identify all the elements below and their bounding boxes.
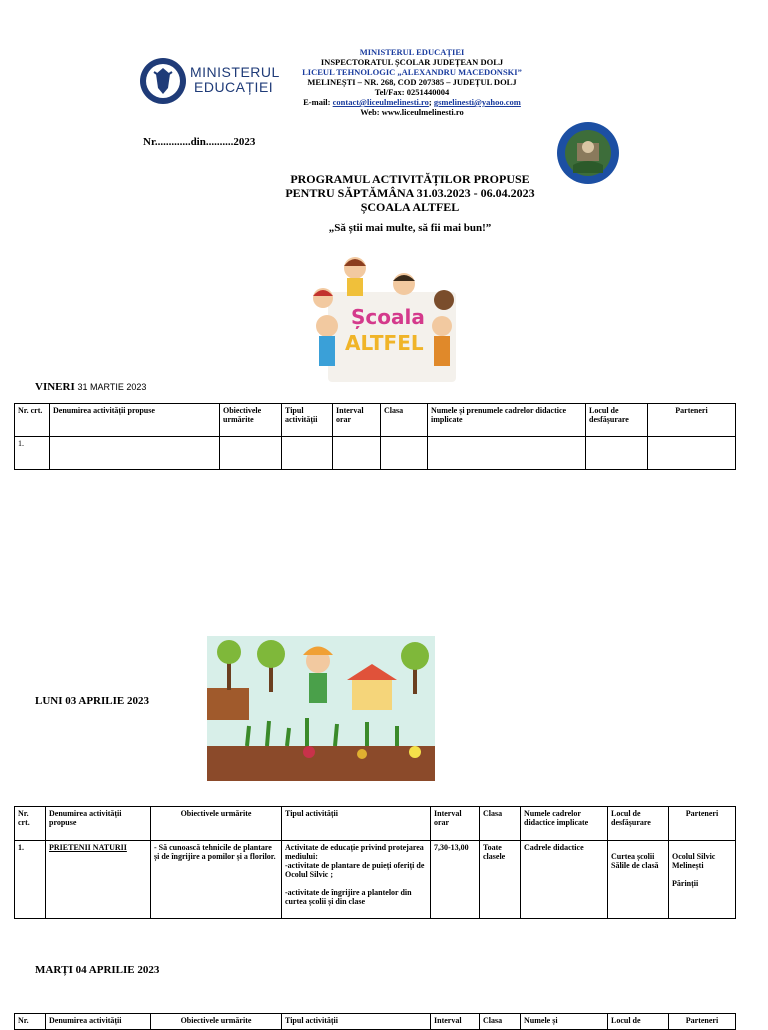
garden-illustration [207, 636, 435, 781]
table-row: 1. [15, 437, 736, 470]
table-header-row: Nr. crt. Denumirea activității propuse Obiectivele urmărite Tipul activității Interval orar Clasa Numele cadrelor didactice implicate Locul de desfășurare Parteneri [15, 807, 736, 841]
banner-text-scoala: Școala [351, 305, 425, 329]
ministry-logo-text: MINISTERUL EDUCAȚIEI [190, 64, 280, 95]
motto: „Să știi mai multe, să fii mai bun!” [328, 222, 492, 234]
header-line-school: LICEUL TEHNOLOGIC „ALEXANDRU MACEDONSKI” [302, 67, 522, 77]
email-link-yahoo[interactable]: gsmelinesti@yahoo.com [433, 97, 521, 107]
day-heading-tuesday: MARȚI 04 APRILIE 2023 [35, 964, 160, 976]
children-banner-icon [303, 254, 463, 384]
header-line-phone: Tel/Fax: 0251440004 [374, 87, 450, 97]
activity-interval: 7,30-13,00 [431, 841, 480, 919]
activity-type: Activitate de educație privind protejarea mediului: -activitate de plantare de puieți oferiți de Ocolul Silvic ; -activitate de îngrijire a plantelor din curtea școlii și din clase [282, 841, 431, 919]
activity-teachers: Cadrele didactice [521, 841, 608, 919]
table-header-row: Nr. crt. Denumirea activității propuse Obiectivele urmărite Tipul activității Interval orar Clasa Numele și prenumele cadrelor didactice implicate Locul de desfășurare Parteneri [15, 404, 736, 437]
scoala-altfel-illustration [303, 254, 463, 384]
activity-place: Curtea școlii Sălile de clasă [608, 841, 669, 919]
activity-objectives: - Să cunoască tehnicile de plantare și de îngrijire a pomilor și a florilor. [151, 841, 282, 919]
table-row: 1. PRIETENII NATURII - Să cunoască tehnicile de plantare și de îngrijire a pomilor și a florilor. Activitate de educație privind protejarea mediului: -activitate de plantare de puieți oferiți de Ocolul Silvic ; -activitate de îngrijire a plantelor din curtea școlii și din clase 7,30-13,00 Toate clasele Cadrele didactice Curtea școlii Sălile de clasă Ocolul Silvic Melinești Părinții [15, 841, 736, 919]
banner-text-altfel: ALTFEL [345, 331, 424, 355]
ministry-logo [138, 52, 280, 112]
activities-table-friday [14, 403, 736, 470]
government-seal-icon [138, 52, 188, 112]
activities-table-tuesday [14, 1013, 736, 1030]
header-line-inspectorate: INSPECTORATUL ȘCOLAR JUDEȚEAN DOLJ [320, 57, 504, 67]
header-line-web: Web: www.liceulmelinesti.ro [360, 107, 464, 117]
day-heading-friday: VINERI 31 MARTIE 2023 [35, 381, 147, 393]
activity-name: PRIETENII NATURII [49, 843, 127, 852]
email-link-contact[interactable]: contact@liceulmelinesti.ro [332, 97, 429, 107]
activity-class: Toate clasele [480, 841, 521, 919]
header-line-address: MELINEȘTI – NR. 268, COD 207385 – JUDEȚUL DOLJ [307, 77, 517, 87]
school-header [262, 47, 562, 117]
day-heading-monday: LUNI 03 APRILIE 2023 [35, 695, 149, 707]
table-header-row: Nr. Denumirea activității Obiectivele urmărite Tipul activității Interval Clasa Numele și Locul de Parteneri [15, 1014, 736, 1030]
header-line-email: E-mail: contact@liceulmelinesti.ro; gsmelinesti@yahoo.com [303, 97, 521, 107]
registration-number: Nr.............din..........2023 [143, 136, 256, 148]
document-title: PROGRAMUL ACTIVITĂȚILOR PROPUSE PENTRU SĂPTĂMÂNA 31.03.2023 - 06.04.2023 ȘCOALA ALTFEL [285, 172, 535, 214]
activity-partners: Ocolul Silvic Melinești Părinții [669, 841, 736, 919]
activities-table-monday [14, 806, 736, 919]
header-line-ministry: MINISTERUL EDUCAȚIEI [359, 47, 465, 57]
gardening-child-icon [207, 636, 435, 781]
